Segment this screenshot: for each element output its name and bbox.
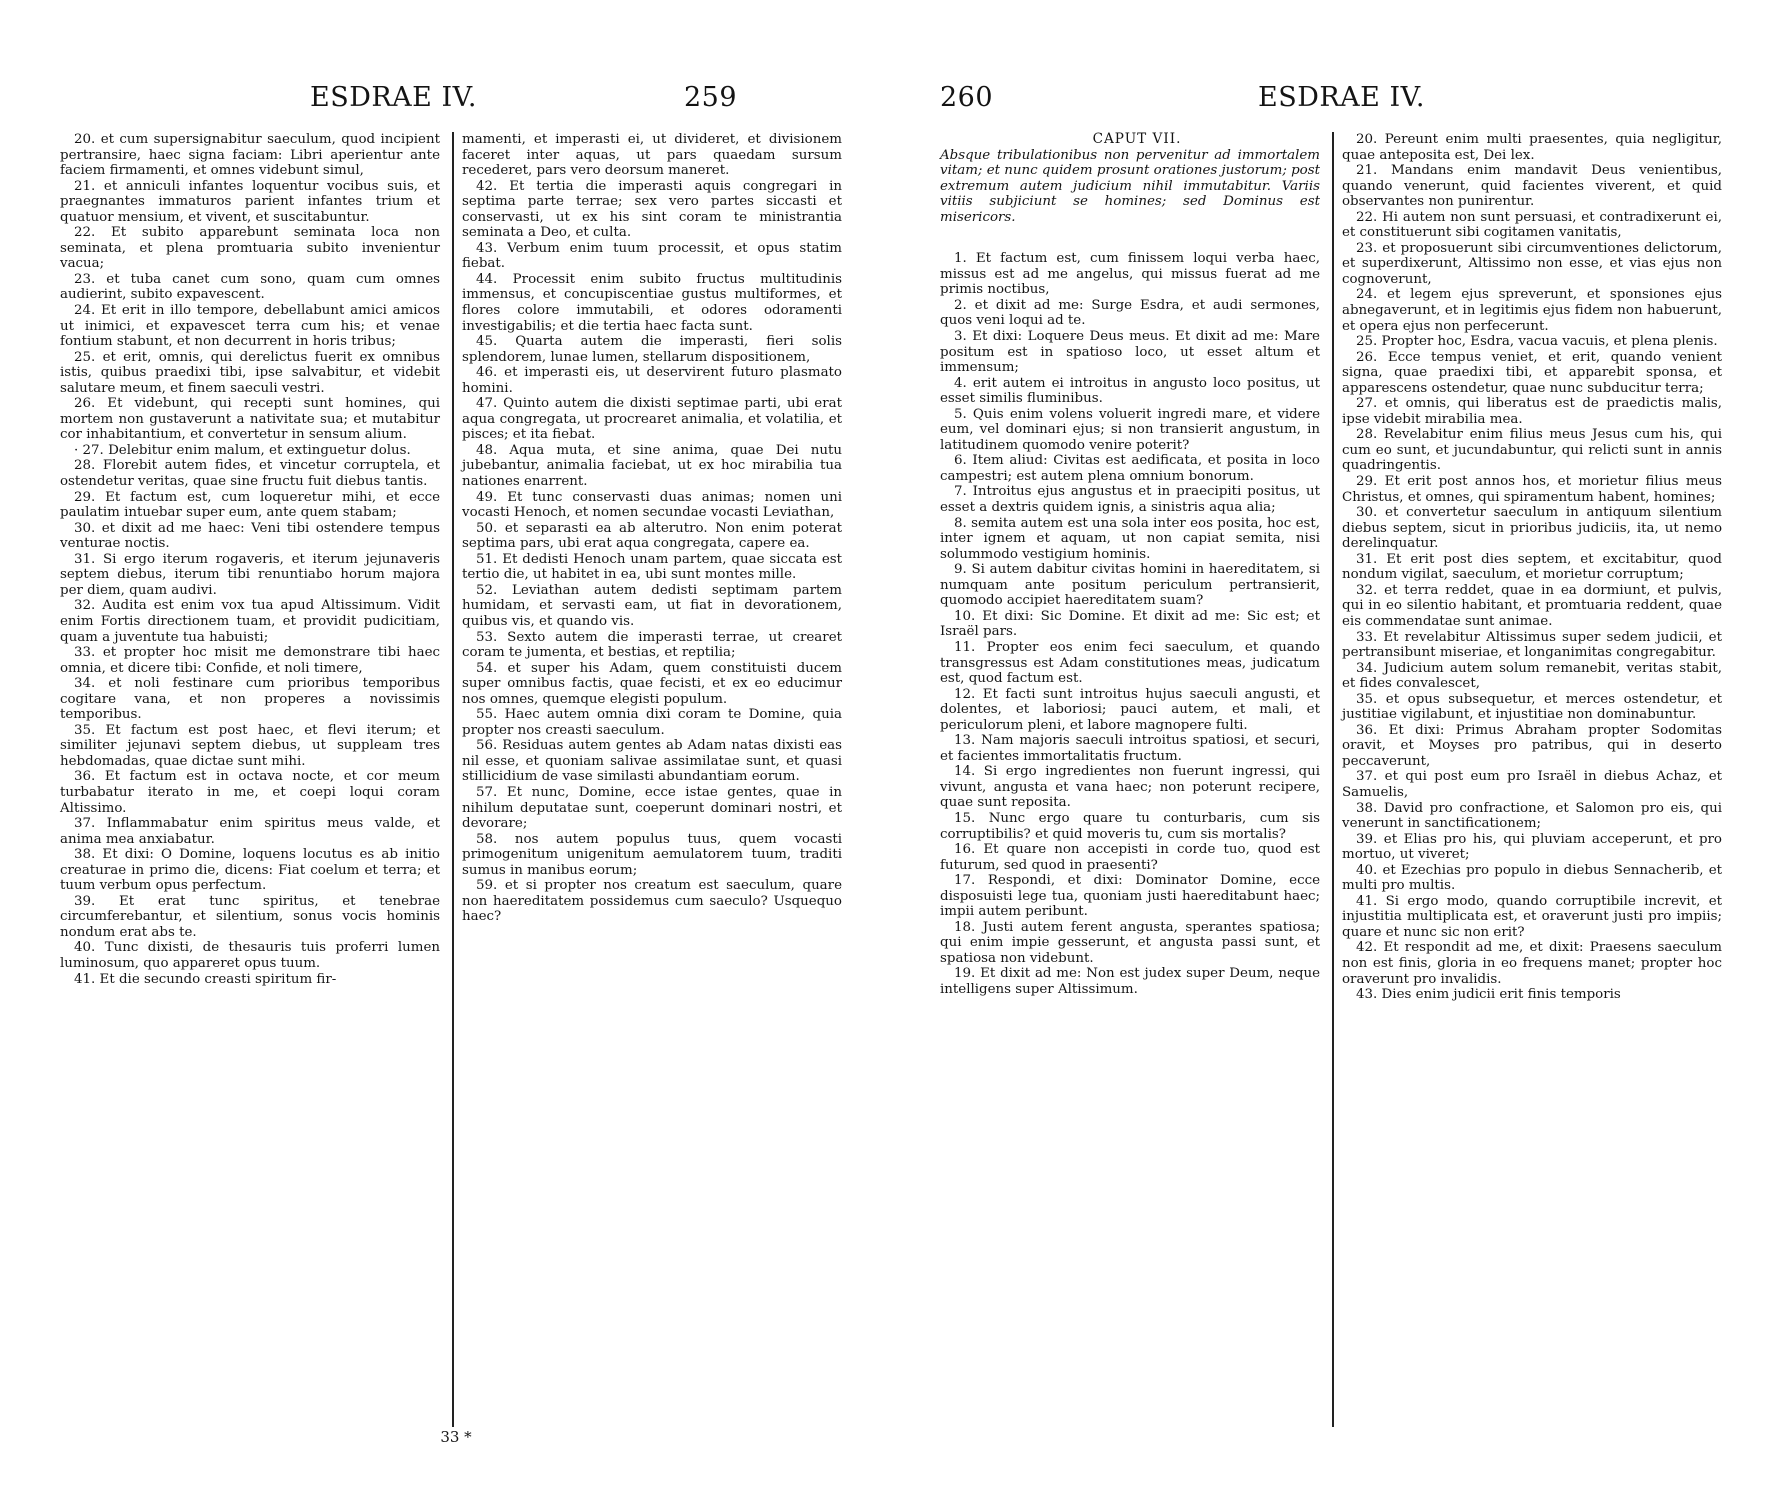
right-page-number: 260 [940, 82, 994, 113]
verse-paragraph: 18. Justi autem ferent angusta, sperantes spatiosa; qui enim impie gesserunt, et angusta passi sunt, et spatiosa non videbunt. [940, 919, 1320, 966]
verse-paragraph: 17. Respondi, et dixi: Dominator Domine, ecce disposuisti lege tua, quoniam justi haereditabunt haec; impii autem peribunt. [940, 873, 1320, 920]
verse-paragraph: 40. et Ezechias pro populo in diebus Sennacherib, et multi pro multis. [1342, 862, 1722, 894]
verse-paragraph: 21. Mandans enim mandavit Deus venientibus, quando venerunt, quid facientes viverent, et quid observantes non punirentur. [1342, 163, 1722, 210]
verse-paragraph: 57. Et nunc, Domine, ecce istae gentes, quae in nihilum deputatae sunt, coeperunt dominari nostri, et devorare; [462, 784, 842, 832]
verse-paragraph: 45. Quarta autem die imperasti, fieri solis splendorem, lunae lumen, stellarum dispositionem, [462, 334, 842, 365]
verse-paragraph: 28. Florebit autem fides, et vincetur corruptela, et ostendetur veritas, quae sine fructu fuit diebus tantis. [60, 458, 440, 490]
left-page [60, 0, 850, 1500]
verse-paragraph: 42. Et tertia die imperasti aquis congregari in septima parte terrae; sex vero partes siccasti et conservasti, ut ex his sint coram te ministrantia seminata a Deo, et culta. [462, 178, 842, 241]
verse-paragraph: 13. Nam majoris saeculi introitus spatiosi, et securi, et facientes immortalitatis fructum. [940, 733, 1320, 764]
verse-paragraph: 55. Haec autem omnia dixi coram te Domine, quia propter nos creasti saeculum. [462, 707, 842, 738]
verse-paragraph: 24. Et erit in illo tempore, debellabunt amici amicos ut inimici, et expavescet terra cum his; et venae fontium stabunt, et non decurrent in horis tribus; [60, 303, 440, 350]
verse-paragraph: 1. Et factum est, cum finissem loqui verba haec, missus est ad me angelus, qui missus fuerat ad me primis noctibus, [940, 251, 1320, 298]
right-column-1 [940, 132, 1320, 998]
verse-paragraph: 30. et dixit ad me haec: Veni tibi ostendere tempus venturae noctis. [60, 520, 440, 552]
verse-paragraph: 46. et imperasti eis, ut deservirent futuro plasmato homini. [462, 365, 842, 396]
verse-paragraph: 8. semita autem est una sola inter eos posita, hoc est, inter ignem et aquam, ut non capiat semita, nisi solummodo vestigium hominis. [940, 515, 1320, 562]
right-text-columns [940, 132, 1730, 1422]
verse-paragraph: 6. Item aliud: Civitas est aedificata, et posita in loco campestri; est autem plena omnium bonorum. [940, 453, 1320, 484]
verse-paragraph: 33. Et revelabitur Altissimus super sedem judicii, et pertransibunt miseriae, et longanimitas congregabitur. [1342, 629, 1722, 661]
verse-paragraph: 40. Tunc dixisti, de thesauris tuis proferri lumen luminosum, quo appareret opus tuum. [60, 940, 440, 971]
verse-paragraph: 10. Et dixi: Sic Domine. Et dixit ad me: Sic est; et Israël pars. [940, 608, 1320, 640]
verse-paragraph: 33. et propter hoc misit me demonstrare tibi haec omnia, et dicere tibi: Confide, et noli timere, [60, 645, 440, 676]
verse-paragraph: 35. et opus subsequetur, et merces ostendetur, et justitiae vigilabunt, et injustitiae non dominabuntur. [1342, 691, 1722, 723]
verse-paragraph: 23. et tuba canet cum sono, quam cum omnes audierint, subito expavescent. [60, 271, 440, 303]
verse-paragraph: 25. Propter hoc, Esdra, vacua vacuis, et plena plenis. [1356, 334, 1718, 350]
verse-paragraph: 56. Residuas autem gentes ab Adam natas dixisti eas nil esse, et quoniam salivae assimilatae sunt, et quasi stillicidium de vase similasti abundantiam eorum. [462, 738, 842, 785]
verse-paragraph: 41. Si ergo modo, quando corruptibile increvit, et injustitia multiplicata est, et oraverunt justi pro impiis; quare et nunc sic non erit? [1342, 893, 1722, 940]
signature-mark: 33 * [440, 1428, 472, 1446]
verse-paragraph: 3. Et dixi: Loquere Deus meus. Et dixit ad me: Mare positum est in spatioso loco, ut esset altum et immensum; [940, 329, 1320, 376]
column-divider [452, 132, 454, 1427]
verse-paragraph: 38. David pro confractione, et Salomon pro eis, qui venerunt in sanctificationem; [1342, 800, 1722, 832]
verse-paragraph: 26. Et videbunt, qui recepti sunt homines, qui mortem non gustaverunt a nativitate sua; et mutabitur cor inhabitantium, et convertetur in sensum alium. [60, 396, 440, 443]
verse-paragraph: 31. Si ergo iterum rogaveris, et iterum jejunaveris septem diebus, iterum tibi renuntiabo horum majora per diem, quam audivi. [60, 551, 440, 598]
verse-paragraph: 19. Et dixit ad me: Non est judex super Deum, neque intelligens super Altissimum. [940, 966, 1320, 997]
verse-paragraph: 16. Et quare non accepisti in corde tuo, quod est futurum, sed quod in praesenti? [940, 842, 1320, 873]
verse-paragraph: 15. Nunc ergo quare tu conturbaris, cum sis corruptibilis? et quid moveris tu, cum sis mortalis? [940, 810, 1320, 842]
verse-paragraph: 29. Et erit post annos hos, et morietur filius meus Christus, et omnes, qui spiramentum habent, homines; [1342, 474, 1722, 505]
verse-paragraph: 48. Aqua muta, et sine anima, quae Dei nutu jubebantur, animalia faciebat, ut ex hoc mirabilia tua nationes enarrent. [462, 442, 842, 490]
verse-paragraph: 37. et qui post eum pro Israël in diebus Achaz, et Samuelis, [1342, 769, 1722, 800]
verse-paragraph: 9. Si autem dabitur civitas homini in haereditatem, si numquam ante positum periculum pertransierit, quomodo accipiet haereditatem suam? [940, 562, 1320, 609]
verse-paragraph: 21. et anniculi infantes loquentur vocibus suis, et praegnantes immaturos parient infantes trium et quatuor mensium, et vivent, et suscitabuntur. [60, 178, 440, 225]
right-page [940, 0, 1730, 1500]
verse-paragraph: 51. Et dedisti Henoch unam partem, quae siccata est tertio die, ut habitet in ea, ubi sunt montes mille. [462, 551, 842, 583]
verse-paragraph: 32. Audita est enim vox tua apud Altissimum. Vidit enim Fortis directionem tuam, et providit pudicitiam, quam a juventute tua habuisti; [60, 598, 440, 645]
verse-paragraph: 30. et convertetur saeculum in antiquum silentium diebus septem, sicut in prioribus judiciis, ita, ut nemo derelinquatur. [1342, 505, 1722, 552]
verse-paragraph: 43. Verbum enim tuum processit, et opus statim fiebat. [462, 240, 842, 272]
verse-paragraph: 20. Pereunt enim multi praesentes, quia negligitur, quae anteposita est, Dei lex. [1342, 132, 1722, 163]
verse-paragraph: 39. et Elias pro his, qui pluviam acceperunt, et pro mortuo, ut viveret; [1342, 831, 1722, 863]
verse-paragraph: 5. Quis enim volens voluerit ingredi mare, et videre eum, vel dominari ejus; si non transierit angustum, in latitudinem quomodo venire poterit? [940, 406, 1320, 453]
verse-paragraph: 39. Et erat tunc spiritus, et tenebrae circumferebantur, et silentium, sonus vocis hominis nondum erat abs te. [60, 893, 440, 940]
verse-paragraph: 22. Et subito apparebunt seminata loca non seminata, et plena promtuaria subito invenientur vacua; [60, 225, 440, 272]
verse-paragraph: 14. Si ergo ingredientes non fuerunt ingressi, qui vivunt, angusta et vana haec; non poterunt recipere, quae sunt reposita. [940, 764, 1320, 811]
right-running-title: ESDRAE IV. [1258, 82, 1425, 113]
left-column-1 [60, 132, 440, 987]
verse-paragraph: 35. Et factum est post haec, et flevi iterum; et similiter jejunavi septem diebus, ut suppleam tres hebdomadas, quae dictae sunt mihi. [60, 722, 440, 769]
verse-paragraph: 42. Et respondit ad me, et dixit: Praesens saeculum non est finis, gloria in eo frequens manet; propter hoc oraverunt pro invalidis. [1342, 940, 1722, 987]
verse-paragraph: 49. Et tunc conservasti duas animas; nomen uni vocasti Henoch, et nomen secundae vocasti Leviathan, [462, 489, 842, 521]
verse-paragraph: 52. Leviathan autem dedisti septimam partem humidam, et servasti eam, ut fiat in devorationem, quibus vis, et quando vis. [462, 582, 842, 629]
chapter-summary: Absque tribulationibus non pervenitur ad immortalem vitam; et nunc quidem prosunt orationes justorum; post extremum autem judicium nihil immutabitur. Variis vitiis subjiciunt se homines; sed Dominus est misericors. [940, 147, 1320, 225]
verse-paragraph: 23. et proposuerunt sibi circumventiones delictorum, et superdixerunt, Altissimo non esse, et vias ejus non cognoverunt, [1342, 240, 1722, 287]
chapter-heading: CAPUT VII. [1092, 131, 1182, 147]
left-column-2 [462, 132, 842, 925]
verse-paragraph: 4. erit autem ei introitus in angusto loco positus, ut esset similis fluminibus. [940, 375, 1320, 407]
verse-paragraph: 47. Quinto autem die dixisti septimae parti, ubi erat aqua congregata, ut procrearet animalia, et volatilia, et pisces; et ita fiebat. [462, 396, 842, 443]
verse-paragraph: 32. et terra reddet, quae in ea dormiunt, et pulvis, qui in eo silentio habitant, et promtuaria reddent, quae eis commendatae sunt animae. [1342, 582, 1722, 629]
verse-paragraph: 20. et cum supersignabitur saeculum, quod incipient pertransire, haec signa faciam: Libri aperientur ante faciem firmamenti, et omnes videbunt simul, [60, 132, 440, 179]
verse-paragraph: 25. et erit, omnis, qui derelictus fuerit ex omnibus istis, quibus praedixi tibi, ipse salvabitur, et videbit salutare meum, et finem saeculi vestri. [60, 349, 440, 396]
left-text-columns [60, 132, 850, 1422]
verse-paragraph: 53. Sexto autem die imperasti terrae, ut crearet coram te jumenta, et bestias, et reptilia; [462, 629, 842, 661]
verse-paragraph: · 27. Delebitur enim malum, et extinguetur dolus. [74, 442, 411, 458]
verse-paragraph: 41. Et die secundo creasti spiritum fir- [74, 971, 337, 987]
verse-paragraph: 29. Et factum est, cum loqueretur mihi, et ecce paulatim intuebar super eum, ante quem stabam; [60, 489, 440, 521]
verse-paragraph: 11. Propter eos enim feci saeculum, et quando transgressus est Adam constitutiones meas, judicatum est, quod factum est. [940, 639, 1320, 687]
verse-paragraph: 59. et si propter nos creatum est saeculum, quare non haereditatem possidemus cum saeculo? Usquequo haec? [462, 878, 842, 925]
verse-paragraph: 2. et dixit ad me: Surge Esdra, et audi sermones, quos veni loqui ad te. [940, 297, 1320, 329]
verse-paragraph: 38. Et dixi: O Domine, loquens locutus es ab initio creaturae in primo die, dicens: Fiat coelum et terra; et tuum verbum opus perfectum. [60, 847, 440, 894]
verse-paragraph: 12. Et facti sunt introitus hujus saeculi angusti, et dolentes, et laboriosi; pauci autem, et mali, et periculorum pleni, et labore magnopere fulti. [940, 686, 1320, 733]
verse-paragraph: 34. et noli festinare cum prioribus temporibus cogitare vana, et non properes a novissimis temporibus. [60, 676, 440, 723]
verse-paragraph: 44. Processit enim subito fructus multitudinis immensus, et concupiscentiae gustus multiformes, et flores colore immutabili, et odores odoramenti investigabilis; et die tertia haec facta sunt. [462, 271, 842, 334]
verse-paragraph: 22. Hi autem non sunt persuasi, et contradixerunt ei, et constituerunt sibi cogitamen vanitatis, [1342, 209, 1722, 241]
verse-paragraph: 28. Revelabitur enim filius meus Jesus cum his, qui cum eo sunt, et jucundabuntur, qui relicti sunt in annis quadringentis. [1342, 427, 1722, 474]
verse-paragraph: 58. nos autem populus tuus, quem vocasti primogenitum unigenitum aemulatorem tuum, traditi sumus in manibus eorum; [462, 831, 842, 878]
verse-paragraph: 36. Et dixi: Primus Abraham propter Sodomitas oravit, et Moyses pro patribus, qui in deserto peccaverunt, [1342, 722, 1722, 769]
verse-paragraph: 24. et legem ejus spreverunt, et sponsiones ejus abnegaverunt, et in legitimis ejus fidem non habuerunt, et opera ejus non perfecerunt. [1342, 287, 1722, 334]
verse-paragraph: 37. Inflammabatur enim spiritus meus valde, et anima mea anxiabatur. [60, 816, 440, 847]
verse-paragraph: 54. et super his Adam, quem constituisti ducem super omnibus factis, quae fecisti, et ex eo educimur nos omnes, quemque elegisti populum. [462, 660, 842, 707]
verse-paragraph: 36. Et factum est in octava nocte, et cor meum turbabatur iterato in me, et coepi loqui coram Altissimo. [60, 769, 440, 816]
verse-paragraph: 27. et omnis, qui liberatus est de praedictis malis, ipse videbit mirabilia mea. [1342, 396, 1722, 427]
verse-paragraph: mamenti, et imperasti ei, ut divideret, et divisionem faceret inter aquas, ut pars quaedam sursum recederet, pars vero deorsum maneret. [462, 132, 842, 179]
verse-paragraph: 26. Ecce tempus veniet, et erit, quando venient signa, quae praedixi tibi, et apparebit sponsa, et apparescens ostendetur, quae nunc subducitur terra; [1342, 349, 1722, 396]
verse-paragraph: 34. Judicium autem solum remanebit, veritas stabit, et fides convalescet, [1342, 660, 1722, 692]
left-page-number: 259 [684, 82, 738, 113]
column-divider [1332, 132, 1334, 1427]
verse-paragraph: 31. Et erit post dies septem, et excitabitur, quod nondum vigilat, saeculum, et morietur corruptum; [1342, 551, 1722, 583]
verse-paragraph: 43. Dies enim judicii erit finis temporis [1356, 987, 1621, 1003]
verse-paragraph: 7. Introitus ejus angustus et in praecipiti positus, ut esset a dextris quidem ignis, a sinistris aqua alia; [940, 484, 1320, 516]
right-column-2 [1342, 132, 1722, 1003]
verse-paragraph: 50. et separasti ea ab alterutro. Non enim poterat septima pars, ubi erat aqua congregata, capere ea. [462, 520, 842, 552]
left-running-title: ESDRAE IV. [310, 82, 477, 113]
